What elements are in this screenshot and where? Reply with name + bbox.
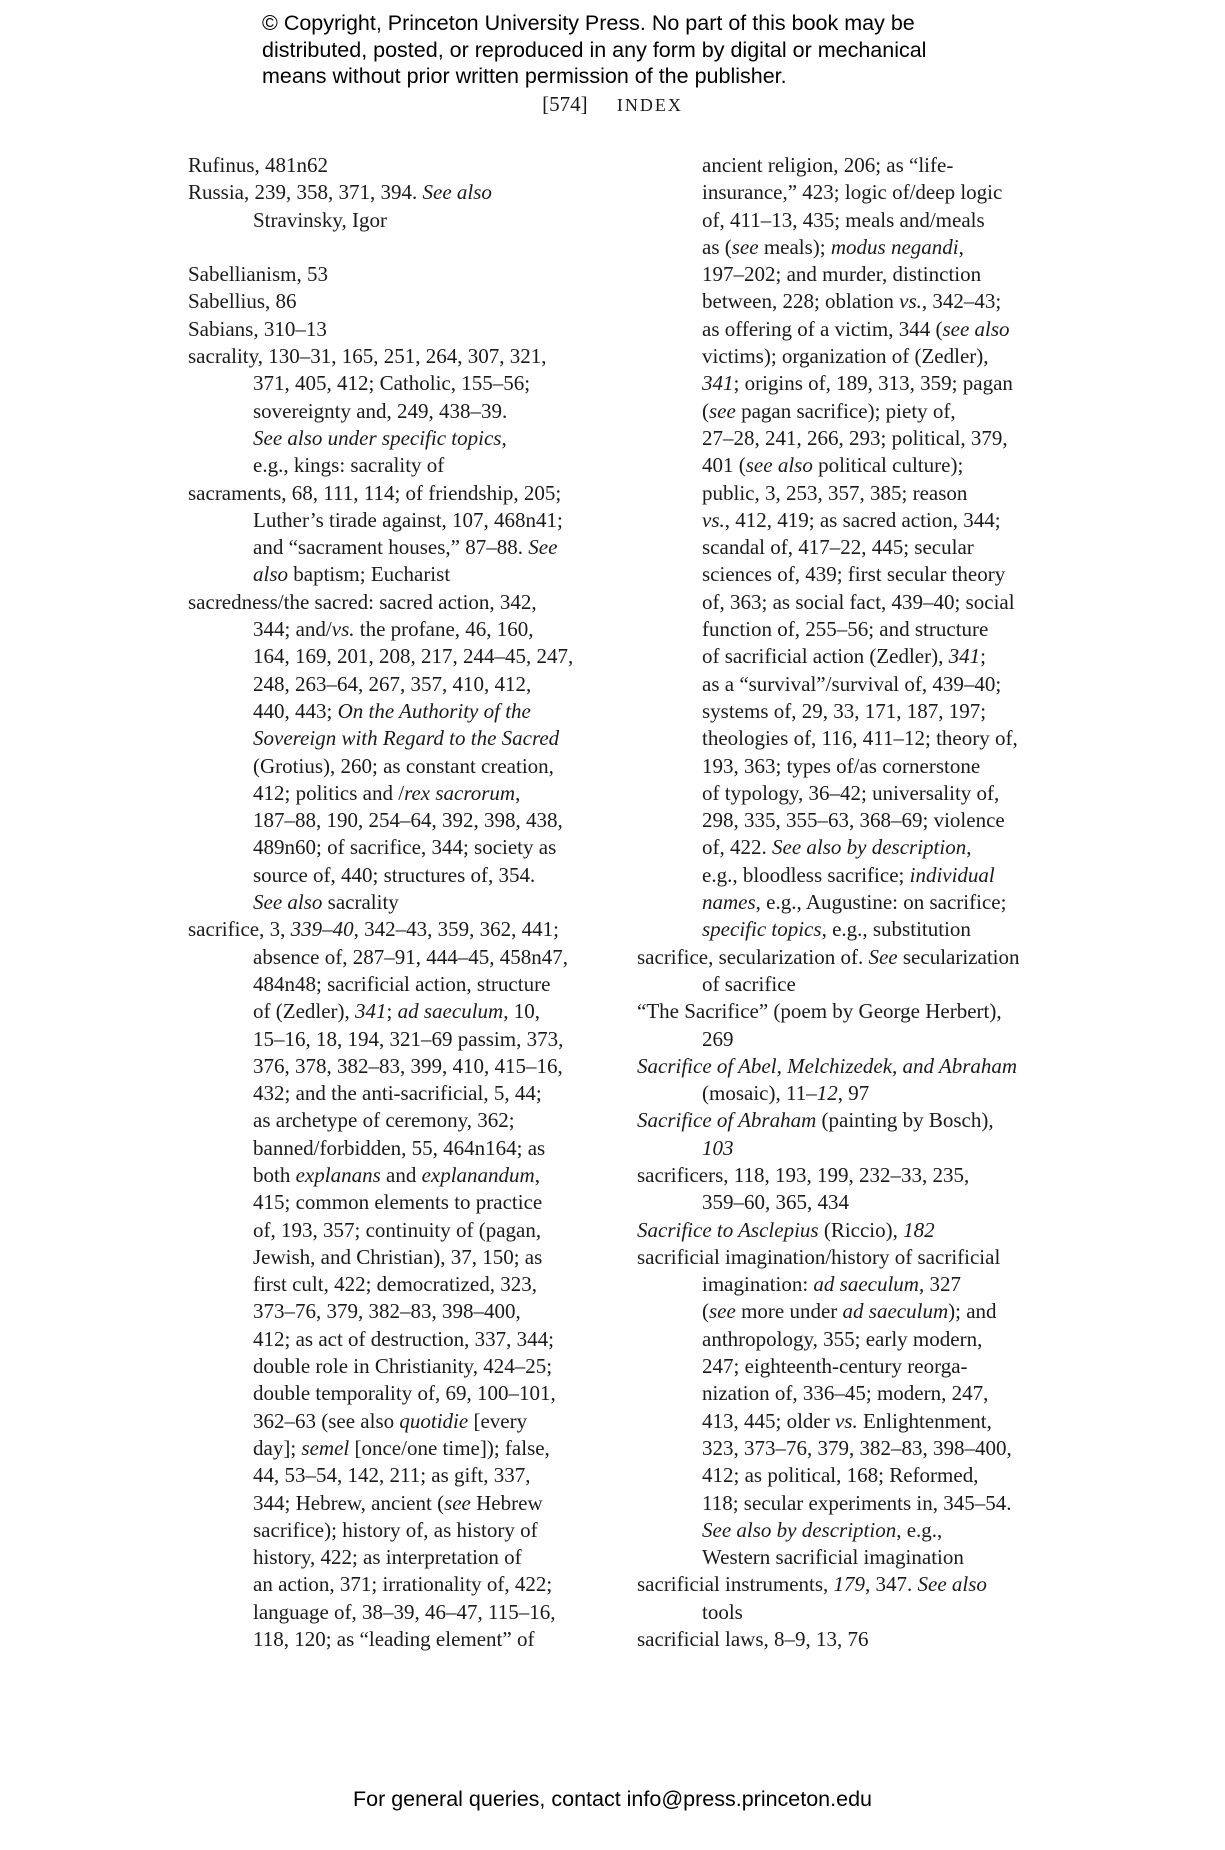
index-entry-line: as (see meals); modus negandi,	[702, 234, 964, 259]
index-entry-line: sciences of, 439; first secular theory	[702, 562, 1006, 587]
index-entry-line: specific topics, e.g., substitution	[702, 917, 971, 942]
index-entry-line: e.g., kings: sacrality of	[253, 453, 445, 478]
index-entry-line: names, e.g., Augustine: on sacrifice;	[702, 890, 1007, 915]
index-entry-line: function of, 255–56; and structure	[702, 617, 989, 642]
index-entry-line: day]; semel [once/one time]); false,	[253, 1435, 550, 1460]
index-entry-line: an action, 371; irrationality of, 422;	[253, 1572, 553, 1597]
index-entry-line: 164, 169, 201, 208, 217, 244–45, 247,	[253, 644, 574, 669]
index-entry-line: of, 422. See also by description,	[702, 835, 972, 860]
index-entry-line: (see pagan sacrifice); piety of,	[702, 398, 956, 423]
index-entry-line: 298, 335, 355–63, 368–69; violence	[702, 808, 1005, 833]
index-entry-line: 412; politics and /rex sacrorum,	[253, 780, 521, 805]
index-entry-line: of (Zedler), 341; ad saeculum, 10,	[253, 999, 540, 1024]
index-entry-line: sacrifice, secularization of. See secularization	[637, 944, 1020, 969]
index-column-right	[637, 152, 1047, 1653]
index-entry-line: both explanans and explanandum,	[253, 1162, 540, 1187]
page-number: [574]	[542, 92, 588, 116]
index-entry-line: See also under specific topics,	[253, 425, 507, 450]
index-entry-line: 362–63 (see also quotidie [every	[253, 1408, 528, 1433]
index-entry-line: Sabellianism, 53	[188, 262, 328, 287]
index-entry	[188, 316, 588, 343]
index-entry-line: sovereignty and, 249, 438–39.	[253, 398, 508, 423]
index-entry-line: sacraments, 68, 111, 114; of friendship, 205;	[188, 480, 562, 505]
index-entry-line: 376, 378, 382–83, 399, 410, 415–16,	[253, 1053, 563, 1078]
index-entry	[188, 480, 588, 589]
index-entry	[188, 261, 588, 288]
index-entry-line: e.g., bloodless sacrifice; individual	[702, 862, 995, 887]
index-entry	[637, 152, 1047, 944]
entry-gap	[188, 234, 588, 261]
index-entry-line: sacrificial laws, 8–9, 13, 76	[637, 1627, 869, 1652]
index-entry-line: of, 193, 357; continuity of (pagan,	[253, 1217, 542, 1242]
index-entry-line: as archetype of ceremony, 362;	[253, 1108, 515, 1133]
index-entry-line: sacrality, 130–31, 165, 251, 264, 307, 321,	[188, 344, 547, 369]
index-entry	[637, 1571, 1047, 1626]
index-entry-line: of, 411–13, 435; meals and/meals	[702, 207, 985, 232]
index-entry-line: See also sacrality	[253, 890, 399, 915]
index-entry-line: Sovereign with Regard to the Sacred	[253, 726, 560, 751]
copyright-line: distributed, posted, or reproduced in any form by digital or mechanical	[262, 37, 927, 62]
index-entry-line: 103	[702, 1135, 734, 1160]
index-entry-line: scandal of, 417–22, 445; secular	[702, 535, 974, 560]
index-entry-line: of typology, 36–42; universality of,	[702, 780, 1000, 805]
index-entry-line: 412; as political, 168; Reformed,	[702, 1463, 979, 1488]
index-entry-line: double temporality of, 69, 100–101,	[253, 1381, 556, 1406]
index-entry-line: victims); organization of (Zedler),	[702, 344, 989, 369]
section-title: INDEX	[616, 95, 683, 115]
index-entry-line: 440, 443; On the Authority of the	[253, 698, 531, 723]
index-entry-line: of sacrificial action (Zedler), 341;	[702, 644, 986, 669]
index-entry-line: Sacrifice to Asclepius (Riccio), 182	[637, 1217, 935, 1242]
index-entry-line: also baptism; Eucharist	[253, 562, 451, 587]
index-entry-line: sacredness/the sacred: sacred action, 342,	[188, 589, 537, 614]
index-entry-line: Sabellius, 86	[188, 289, 297, 314]
index-entry-line: sacrifice); history of, as history of	[253, 1517, 538, 1542]
index-entry-line: Sacrifice of Abraham (painting by Bosch),	[637, 1108, 994, 1133]
index-entry-line: 371, 405, 412; Catholic, 155–56;	[253, 371, 531, 396]
index-entry-line: Sabians, 310–13	[188, 316, 327, 341]
index-entry-line: source of, 440; structures of, 354.	[253, 862, 536, 887]
index-entry-line: 247; eighteenth-century reorga-	[702, 1354, 968, 1379]
index-entry-line: 344; and/vs. the profane, 46, 160,	[253, 617, 534, 642]
copyright-line: © Copyright, Princeton University Press. No part of this book may be	[262, 11, 915, 35]
index-entry	[637, 1053, 1047, 1108]
index-entry-line: Western sacrificial imagination	[702, 1545, 964, 1570]
index-entry-line: Stravinsky, Igor	[253, 207, 387, 232]
copyright-notice	[262, 10, 982, 90]
index-entry	[637, 944, 1047, 999]
index-entry-line: Sacrifice of Abel, Melchizedek, and Abraham	[637, 1053, 1018, 1078]
index-entry-line: 373–76, 379, 382–83, 398–400,	[253, 1299, 521, 1324]
index-entry-line: absence of, 287–91, 444–45, 458n47,	[253, 944, 568, 969]
index-entry-line: of, 363; as social fact, 439–40; social	[702, 589, 1015, 614]
index-entry-line: See also by description, e.g.,	[702, 1517, 943, 1542]
index-entry-line: as a “survival”/survival of, 439–40;	[702, 671, 1002, 696]
index-entry-line: insurance,” 423; logic of/deep logic	[702, 180, 1003, 205]
index-entry-line: (see more under ad saeculum); and	[702, 1299, 997, 1324]
index-entry-line: Russia, 239, 358, 371, 394. See also	[188, 180, 492, 205]
index-entry-line: and “sacrament houses,” 87–88. See	[253, 535, 558, 560]
index-entry-line: 187–88, 190, 254–64, 392, 398, 438,	[253, 808, 563, 833]
index-entry	[188, 288, 588, 315]
index-entry	[637, 998, 1047, 1053]
index-entry-line: public, 3, 253, 357, 385; reason	[702, 480, 968, 505]
index-entry-line: theologies of, 116, 411–12; theory of,	[702, 726, 1018, 751]
index-entry-line: 412; as act of destruction, 337, 344;	[253, 1326, 554, 1351]
index-entry-line: language of, 38–39, 46–47, 115–16,	[253, 1599, 556, 1624]
index-entry-line: 269	[702, 1026, 734, 1051]
index-entry-line: sacrifice, 3, 339–40, 342–43, 359, 362, 441;	[188, 917, 559, 942]
index-entry-line: 344; Hebrew, ancient (see Hebrew	[253, 1490, 543, 1515]
index-entry-line: anthropology, 355; early modern,	[702, 1326, 983, 1351]
index-column-left	[188, 152, 588, 1653]
index-entry-line: 44, 53–54, 142, 211; as gift, 337,	[253, 1463, 531, 1488]
copyright-line: means without prior written permission of the publisher.	[262, 64, 787, 88]
footer-contact	[0, 1787, 1225, 1812]
index-entry-line: 118, 120; as “leading element” of	[253, 1627, 535, 1652]
index-entry-line: 401 (see also political culture);	[702, 453, 964, 478]
index-entry-line: 415; common elements to practice	[253, 1190, 543, 1215]
index-entry-line: 197–202; and murder, distinction	[702, 262, 982, 287]
index-entry-line: banned/forbidden, 55, 464n164; as	[253, 1135, 546, 1160]
index-entry	[188, 589, 588, 917]
index-entry-line: nization of, 336–45; modern, 247,	[702, 1381, 989, 1406]
index-entry-line: as offering of a victim, 344 (see also	[702, 316, 1010, 341]
index-entry-line: 432; and the anti-sacrificial, 5, 44;	[253, 1081, 542, 1106]
index-entry-line: sacrificial imagination/history of sacrificial	[637, 1244, 1001, 1269]
index-entry-line: 27–28, 241, 266, 293; political, 379,	[702, 425, 1008, 450]
index-entry-line: 15–16, 18, 194, 321–69 passim, 373,	[253, 1026, 564, 1051]
index-entry	[188, 179, 588, 234]
index-entry-line: sacrificers, 118, 193, 199, 232–33, 235,	[637, 1162, 970, 1187]
index-entry-line: vs., 412, 419; as sacred action, 344;	[702, 507, 1001, 532]
index-entry-line: 359–60, 365, 434	[702, 1190, 849, 1215]
index-entry-line: 193, 363; types of/as cornerstone	[702, 753, 981, 778]
index-entry	[637, 1217, 1047, 1244]
index-entry-line: of sacrifice	[702, 971, 796, 996]
index-entry	[188, 343, 588, 479]
running-head	[0, 92, 1225, 117]
index-entry-line: 413, 445; older vs. Enlightenment,	[702, 1408, 992, 1433]
index-entry	[637, 1244, 1047, 1572]
index-entry-line: 484n48; sacrificial action, structure	[253, 971, 551, 996]
index-entry-line: “The Sacrifice” (poem by George Herbert),	[637, 999, 1002, 1024]
index-entry	[637, 1107, 1047, 1162]
index-entry-line: (mosaic), 11–12, 97	[702, 1081, 870, 1106]
index-entry	[188, 152, 588, 179]
index-entry-line: tools	[702, 1599, 743, 1624]
index-entry-line: (Grotius), 260; as constant creation,	[253, 753, 554, 778]
index-entry-line: 323, 373–76, 379, 382–83, 398–400,	[702, 1435, 1012, 1460]
footer-text: For general queries, contact info@press.princeton.edu	[352, 1787, 872, 1811]
index-entry-line: 341; origins of, 189, 313, 359; pagan	[702, 371, 1013, 396]
index-entry-line: Jewish, and Christian), 37, 150; as	[253, 1244, 543, 1269]
index-entry-line: imagination: ad saeculum, 327	[702, 1272, 961, 1297]
index-entry-line: history, 422; as interpretation of	[253, 1545, 522, 1570]
index-entry-line: 489n60; of sacrifice, 344; society as	[253, 835, 557, 860]
index-entry-line: first cult, 422; democratized, 323,	[253, 1272, 538, 1297]
index-entry-line: between, 228; oblation vs., 342–43;	[702, 289, 1002, 314]
index-entry	[637, 1162, 1047, 1217]
index-entry	[637, 1626, 1047, 1653]
index-entry-line: Rufinus, 481n62	[188, 153, 329, 177]
index-entry	[188, 916, 588, 1653]
index-entry-line: 118; secular experiments in, 345–54.	[702, 1490, 1012, 1515]
index-entry-line: Luther’s tirade against, 107, 468n41;	[253, 507, 563, 532]
index-entry-line: 248, 263–64, 267, 357, 410, 412,	[253, 671, 532, 696]
index-entry-line: sacrificial instruments, 179, 347. See also	[637, 1572, 987, 1597]
index-entry-line: double role in Christianity, 424–25;	[253, 1354, 553, 1379]
index-entry-line: ancient religion, 206; as “life-	[702, 153, 954, 177]
index-entry-line: systems of, 29, 33, 171, 187, 197;	[702, 698, 987, 723]
